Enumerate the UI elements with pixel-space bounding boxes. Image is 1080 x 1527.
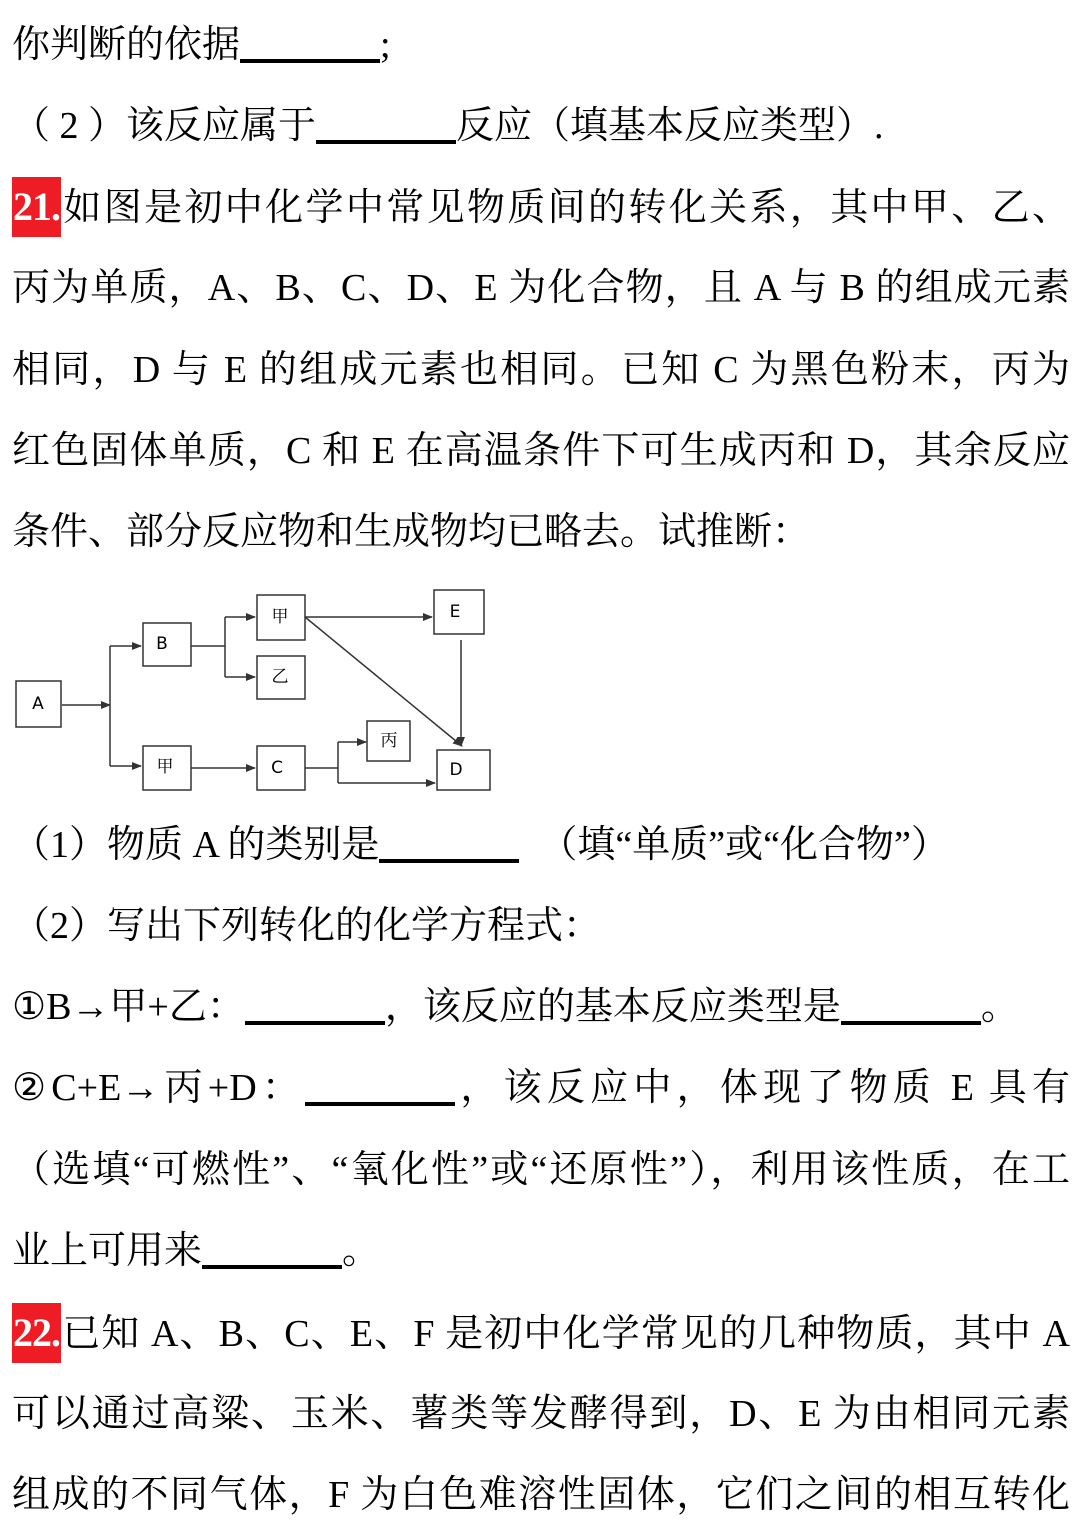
question-21-part-2-item-2-end: 业上可用来 。	[12, 1221, 1070, 1281]
answer-blank[interactable]	[245, 977, 385, 1025]
question-21-part-1: （1）物质 A 的类别是 （填“单质”或“化合物”）	[12, 815, 1070, 875]
node-label-b: B	[156, 634, 168, 654]
question-21-part-2-item-1: ①B→甲+乙： ，该反应的基本反应类型是 。	[12, 977, 1070, 1037]
node-label-bing: 丙	[380, 731, 398, 751]
node-label-a: A	[32, 694, 44, 714]
question-21-part-2: （2）写出下列转化的化学方程式：	[12, 905, 602, 947]
question-20-part-2: （ 2 ）该反应属于 反应（填基本反应类型）.	[12, 96, 1070, 156]
answer-blank[interactable]	[202, 1221, 342, 1269]
node-label-c: C	[271, 758, 283, 778]
node-label-d: D	[449, 760, 463, 780]
question-21-stem-line-3: 相同，D 与 E 的组成元素也相同。已知 C 为黑色粉末，丙为	[12, 349, 1070, 391]
node-label-jia-top: 甲	[271, 607, 289, 627]
node-label-yi: 乙	[271, 667, 289, 687]
answer-blank[interactable]	[305, 1058, 455, 1106]
conversion-diagram	[0, 580, 520, 810]
node-box-d	[437, 750, 490, 790]
question-21-part-2-item-2-cont: （选填“可燃性”、“氧化性”或“还原性”），利用该性质，在工	[12, 1149, 1070, 1191]
node-label-e: E	[449, 602, 461, 622]
question-21-stem-line-1: 21.如图是初中化学中常见物质间的转化关系，其中甲、乙、	[12, 177, 1070, 238]
answer-blank[interactable]	[379, 815, 519, 863]
question-21-part-2-item-2: ②C+E→丙+D： ，该反应中，体现了物质 E 具有	[12, 1058, 1070, 1118]
question-21-stem-line-2: 丙为单质，A、B、C、D、E 为化合物，且 A 与 B 的组成元素	[12, 267, 1070, 309]
answer-blank[interactable]	[240, 15, 380, 63]
answer-blank[interactable]	[841, 977, 981, 1025]
question-22-stem-line-1: 22.已知 A、B、C、E、F 是初中化学常见的几种物质，其中 A	[12, 1303, 1070, 1364]
question-22-stem-line-3: 组成的不同气体，F 为白色难溶性固体，它们之间的相互转化	[12, 1474, 1070, 1516]
text-line-1: 你判断的依据 ;	[12, 15, 1070, 75]
question-number-22: 22.	[12, 1303, 61, 1363]
answer-blank[interactable]	[316, 96, 456, 144]
question-22-stem-line-2: 可以通过高粱、玉米、薯类等发酵得到，D、E 为由相同元素	[12, 1393, 1070, 1435]
node-label-jia-bottom: 甲	[156, 757, 174, 777]
question-21-stem-line-5: 条件、部分反应物和生成物均已略去。试推断：	[12, 511, 811, 553]
question-21-stem-line-4: 红色固体单质，C 和 E 在高温条件下可生成丙和 D，其余反应	[12, 430, 1070, 472]
question-number-21: 21.	[12, 177, 61, 237]
